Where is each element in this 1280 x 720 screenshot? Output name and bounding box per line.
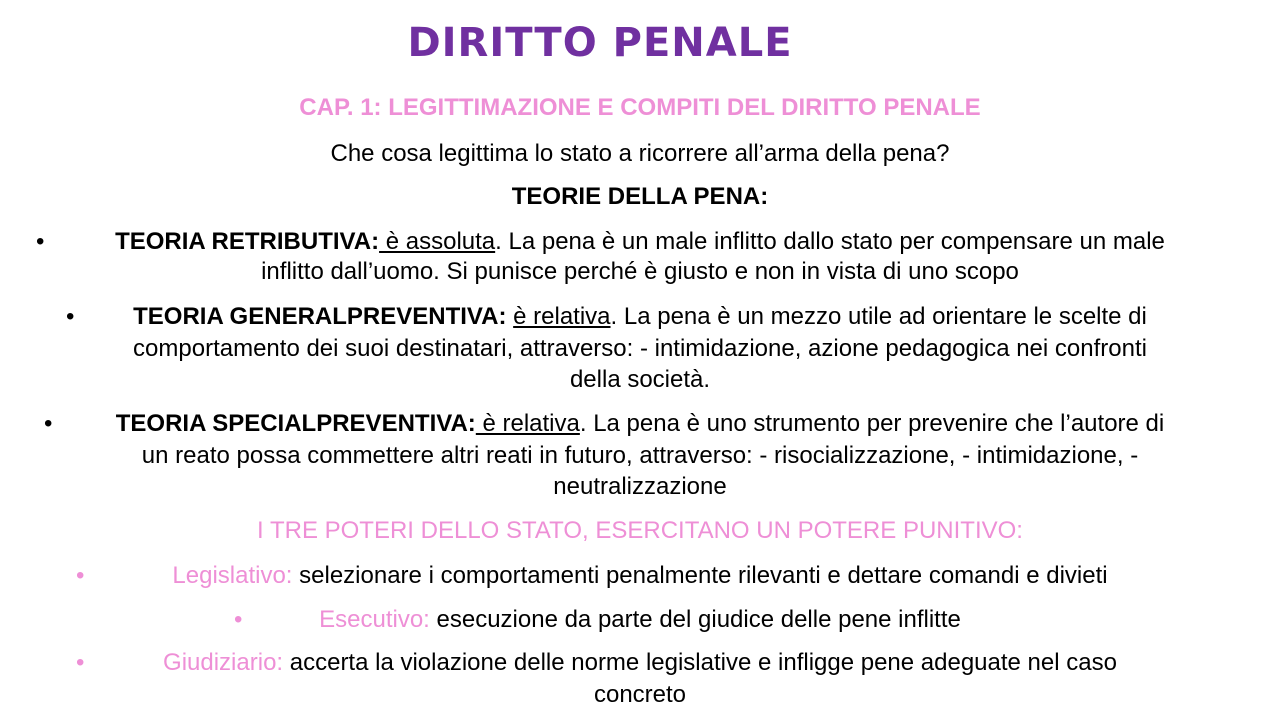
power-name: Giudiziario: xyxy=(163,649,284,676)
bullet-marker: • xyxy=(44,410,53,437)
theory-specialpreventiva-line2: un reato possa commettere altri reati in futuro, attraverso: - risocializzazione, - intimidazione, - xyxy=(141,442,1139,469)
theories-heading: TEORIE DELLA PENA: xyxy=(511,183,769,210)
theory-kind: è assoluta xyxy=(379,228,496,255)
bullet-marker: • xyxy=(36,228,45,255)
power-esecutivo xyxy=(0,604,1280,636)
page-title: DIRITTO PENALE xyxy=(407,20,793,66)
bullet-marker: • xyxy=(66,303,75,330)
theory-name: TEORIA RETRIBUTIVA: xyxy=(115,228,380,255)
power-giudiziario-line1 xyxy=(0,647,1280,679)
power-text: esecuzione da parte del giudice delle pene inflitte xyxy=(429,606,961,633)
bullet-marker: • xyxy=(76,562,85,589)
theory-name: TEORIA GENERALPREVENTIVA: xyxy=(133,303,507,330)
power-name: Esecutivo: xyxy=(319,606,430,633)
theory-kind: è relativa xyxy=(475,410,580,437)
bullet-marker: • xyxy=(76,649,85,676)
bullet-marker: • xyxy=(234,606,243,633)
question-text: Che cosa legittima lo stato a ricorrere all’arma della pena? xyxy=(330,140,950,167)
power-text: selezionare i comportamenti penalmente rilevanti e dettare comandi e divieti xyxy=(292,562,1108,589)
power-name: Legislativo: xyxy=(172,562,293,589)
theory-retributiva-line1 xyxy=(0,226,1280,258)
power-legislativo xyxy=(0,560,1280,592)
theory-text: . La pena è un mezzo utile ad orientare le scelte di xyxy=(610,303,1147,330)
power-text: accerta la violazione delle norme legislative e infligge pene adeguate nel caso xyxy=(283,649,1117,676)
theory-generalpreventiva-line1 xyxy=(0,301,1280,333)
theory-specialpreventiva-line1 xyxy=(0,408,1280,440)
chapter-heading: CAP. 1: LEGITTIMAZIONE E COMPITI DEL DIRITTO PENALE xyxy=(299,94,981,121)
theory-generalpreventiva-line2: comportamento dei suoi destinatari, attraverso: - intimidazione, azione pedagogica nei confronti xyxy=(133,335,1147,362)
theory-kind: è relativa xyxy=(513,303,611,330)
power-giudiziario-line2: concreto xyxy=(593,681,687,708)
theory-retributiva-line2: inflitto dall’uomo. Si punisce perché è giusto e non in vista di uno scopo xyxy=(261,258,1019,285)
theory-text: . La pena è uno strumento per prevenire che l’autore di xyxy=(579,410,1165,437)
theory-name: TEORIA SPECIALPREVENTIVA: xyxy=(115,410,476,437)
theory-generalpreventiva-line3: della società. xyxy=(569,366,711,393)
theory-specialpreventiva-line3: neutralizzazione xyxy=(553,473,727,500)
theory-text: . La pena è un male inflitto dallo stato per compensare un male xyxy=(495,228,1165,255)
powers-heading: I TRE POTERI DELLO STATO, ESERCITANO UN POTERE PUNITIVO: xyxy=(257,517,1023,544)
